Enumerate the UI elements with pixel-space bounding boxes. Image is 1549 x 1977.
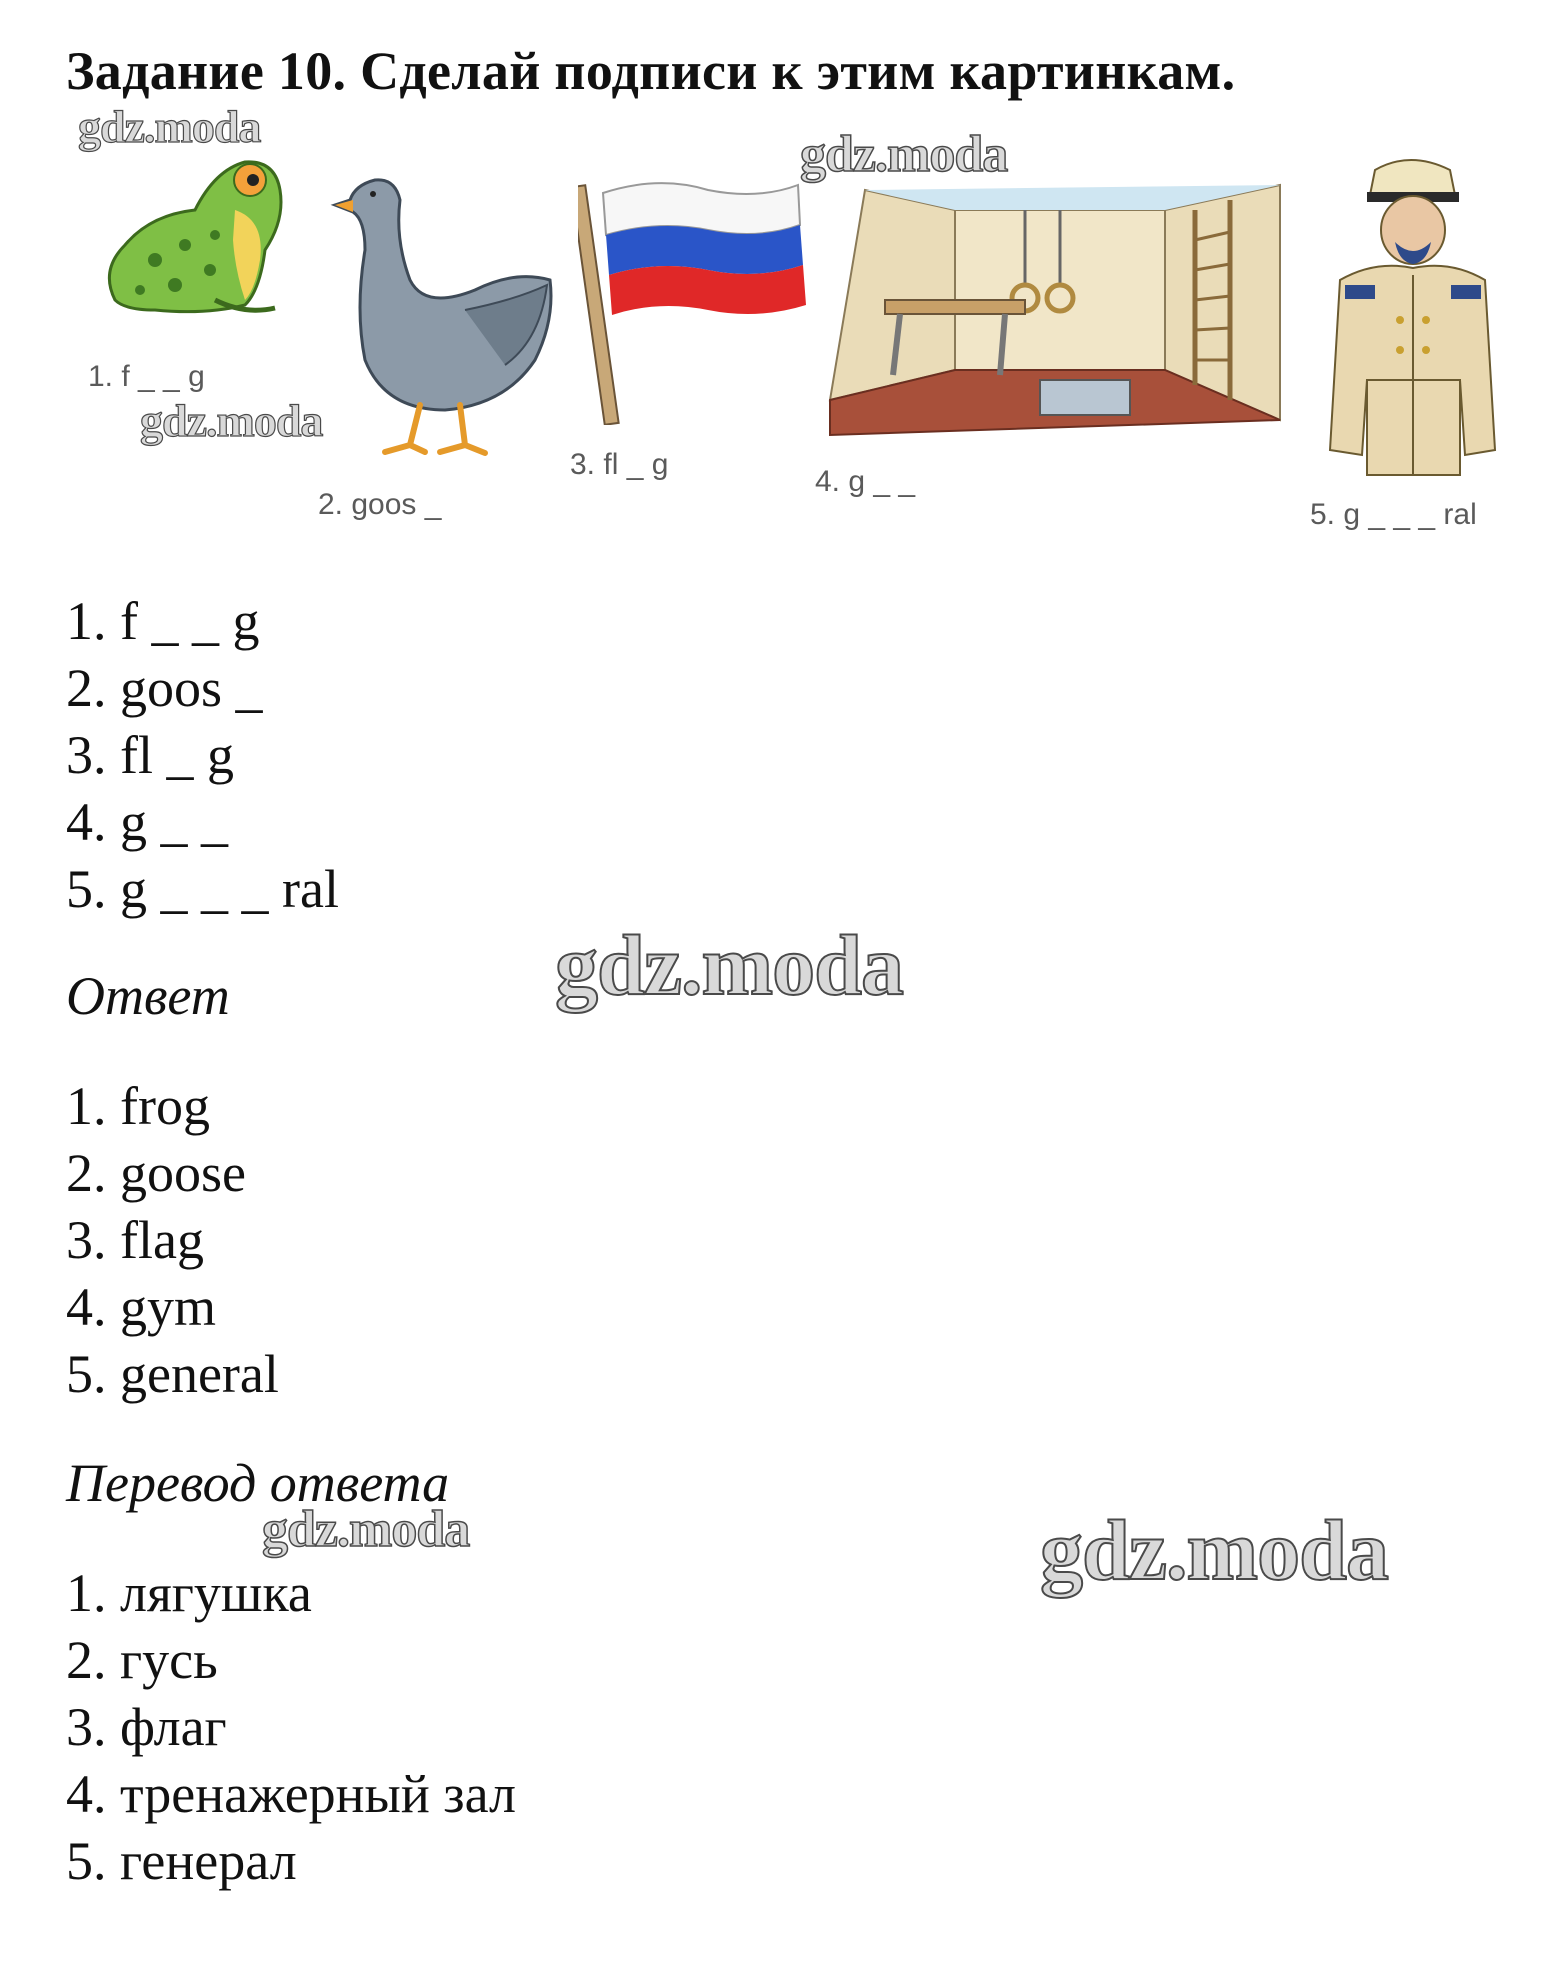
- watermark: gdz.moda: [800, 126, 1008, 183]
- list-item: 3. fl _ g: [66, 725, 234, 785]
- gym-icon: [825, 170, 1290, 440]
- watermark: gdz.moda: [262, 1501, 470, 1558]
- list-item: 4. тренажерный зал: [66, 1764, 516, 1824]
- list-item: 2. goose: [66, 1143, 246, 1203]
- list-item: 1. f _ _ g: [66, 591, 260, 651]
- picture-caption-goose: 2. goos _: [318, 488, 442, 521]
- list-item: 1. frog: [66, 1076, 210, 1136]
- translations-list: [66, 1560, 516, 1895]
- answer-heading: Ответ: [66, 966, 230, 1026]
- list-item: 5. g _ _ _ ral: [66, 859, 339, 919]
- picture-caption-flag: 3. fl _ g: [570, 448, 669, 481]
- general-icon: [1315, 150, 1510, 480]
- list-item: 3. флаг: [66, 1697, 227, 1757]
- watermark: gdz.moda: [555, 917, 903, 1013]
- list-item: 3. flag: [66, 1210, 204, 1270]
- task-title: Задание 10. Сделай подписи к этим картинкам.: [66, 41, 1236, 101]
- answers-list: [66, 1073, 279, 1408]
- watermark: gdz.moda: [140, 395, 323, 446]
- list-item: 4. gym: [66, 1277, 217, 1337]
- picture-caption-gym: 4. g _ _: [815, 465, 916, 498]
- list-item: 2. гусь: [66, 1630, 218, 1690]
- watermark: gdz.moda: [1040, 1502, 1388, 1598]
- flag-icon: [578, 165, 813, 425]
- list-item: 4. g _ _: [66, 792, 228, 852]
- list-item: 5. генерал: [66, 1831, 297, 1891]
- watermark: gdz.moda: [78, 101, 261, 152]
- task-items-list: [66, 588, 339, 923]
- list-item: 5. general: [66, 1344, 279, 1404]
- picture-caption-frog: 1. f _ _ g: [88, 360, 205, 393]
- frog-icon: [95, 150, 285, 320]
- picture-caption-general: 5. g _ _ _ ral: [1310, 498, 1477, 531]
- list-item: 1. лягушка: [66, 1563, 312, 1623]
- goose-icon: [325, 160, 560, 460]
- translation-heading: Перевод ответа: [66, 1453, 450, 1513]
- list-item: 2. goos _: [66, 658, 263, 718]
